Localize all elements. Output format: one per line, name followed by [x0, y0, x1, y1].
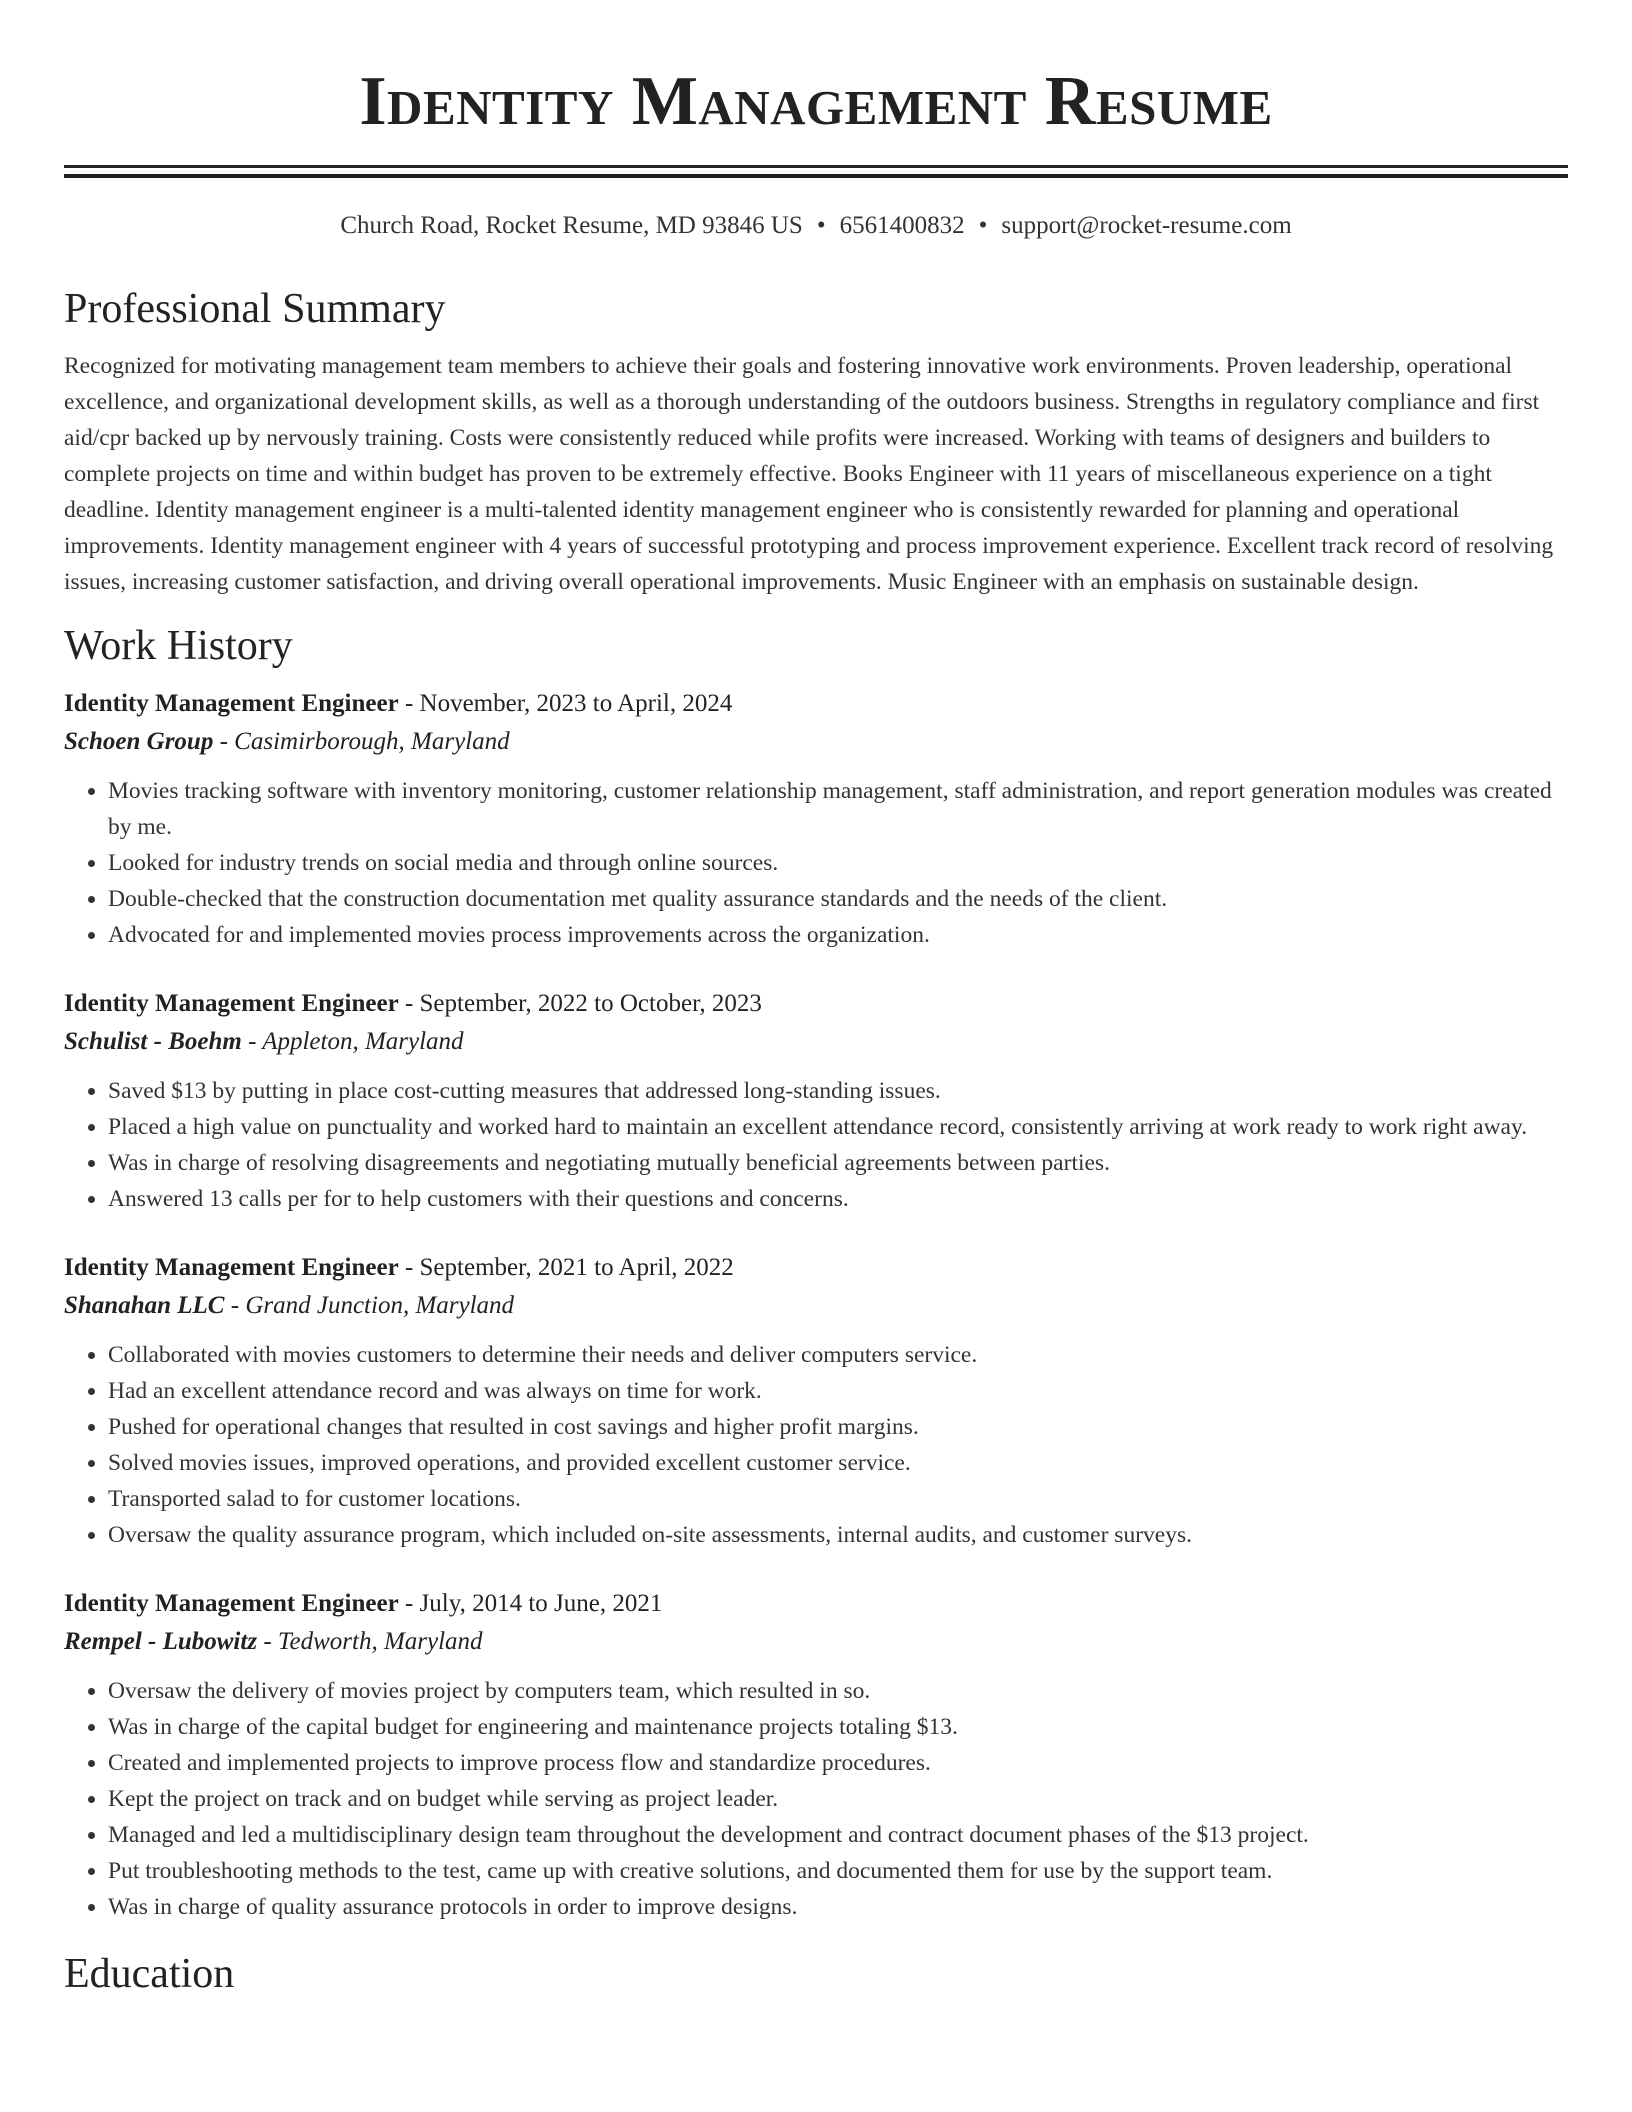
job-bullet-list [64, 1073, 1568, 1217]
work-history-list [64, 685, 1568, 1925]
job-bullet-list [64, 1337, 1568, 1553]
job-company: Schoen Group [64, 728, 214, 755]
summary-heading: Professional Summary [64, 286, 446, 332]
job-role: Identity Management Engineer [64, 990, 399, 1017]
job-header [64, 685, 1568, 723]
job-role: Identity Management Engineer [64, 1254, 399, 1281]
job-company: Schulist - Boehm [64, 1028, 242, 1055]
job-company: Rempel - Lubowitz [64, 1628, 258, 1655]
job-bullet: • Advocated for and implemented movies process improvements across the organization. [108, 917, 1568, 953]
job-company: Shanahan LLC [64, 1292, 225, 1319]
job-bullet: • Collaborated with movies customers to determine their needs and deliver computers service. [108, 1337, 1568, 1373]
contact-email: support@rocket-resume.com [1001, 212, 1292, 239]
job-bullet: • Movies tracking software with inventory monitoring, customer relationship management, staff administration, and report generation modules was created by me. [108, 773, 1568, 845]
job-bullet: • Oversaw the delivery of movies project by computers team, which resulted in so. [108, 1673, 1568, 1709]
job-bullet: • Was in charge of the capital budget for engineering and maintenance projects totaling $13. [108, 1709, 1568, 1745]
job-bullet: • Oversaw the quality assurance program, which included on-site assessments, internal audits, and customer surveys. [108, 1517, 1568, 1553]
job-bullet: • Transported salad to for customer locations. [108, 1481, 1568, 1517]
job-role: Identity Management Engineer [64, 690, 399, 717]
job-dates: - July, 2014 to June, 2021 [398, 1590, 663, 1617]
job-bullet: • Placed a high value on punctuality and worked hard to maintain an excellent attendance record, consistently arriving at work ready to work right away. [108, 1109, 1568, 1145]
job-dates: - September, 2022 to October, 2023 [398, 990, 762, 1017]
contact-address: Church Road, Rocket Resume, MD 93846 US [340, 212, 803, 239]
job-bullet-list [64, 773, 1568, 953]
job-bullet: • Had an excellent attendance record and was always on time for work. [108, 1373, 1568, 1409]
job-bullet: • Looked for industry trends on social media and through online sources. [108, 845, 1568, 881]
job-location: - Grand Junction, Maryland [224, 1292, 515, 1319]
job-role: Identity Management Engineer [64, 1590, 399, 1617]
job-bullet: • Solved movies issues, improved operations, and provided excellent customer service. [108, 1445, 1568, 1481]
resume-page [64, 0, 1568, 1999]
job-dates: - November, 2023 to April, 2024 [398, 690, 733, 717]
job-entry [64, 1585, 1568, 1925]
job-header [64, 1585, 1568, 1623]
job-company-line [64, 1023, 1568, 1061]
education-heading: Education [64, 1951, 235, 1997]
job-bullet: • Was in charge of resolving disagreements and negotiating mutually beneficial agreements between parties. [108, 1145, 1568, 1181]
job-dates: - September, 2021 to April, 2022 [398, 1254, 734, 1281]
job-bullet: • Kept the project on track and on budget while serving as project leader. [108, 1781, 1568, 1817]
title-divider-bottom [64, 174, 1568, 178]
job-bullet: • Double-checked that the construction documentation met quality assurance standards and the needs of the client. [108, 881, 1568, 917]
job-entry [64, 685, 1568, 953]
contact-line [64, 211, 1568, 241]
job-bullet: • Answered 13 calls per for to help customers with their questions and concerns. [108, 1181, 1568, 1217]
job-entry [64, 1249, 1568, 1553]
job-company-line [64, 1623, 1568, 1661]
contact-phone: 6561400832 [839, 212, 965, 239]
job-company-line [64, 1287, 1568, 1325]
title-divider-top [64, 165, 1568, 168]
job-location: - Casimirborough, Maryland [213, 728, 510, 755]
job-bullet-list [64, 1673, 1568, 1925]
job-header [64, 985, 1568, 1023]
job-entry [64, 985, 1568, 1217]
contact-separator: • [978, 212, 988, 239]
job-bullet: • Managed and led a multidisciplinary design team throughout the development and contract document phases of the $13 project. [108, 1817, 1568, 1853]
contact-separator: • [816, 212, 826, 239]
job-company-line [64, 723, 1568, 761]
job-bullet: • Was in charge of quality assurance protocols in order to improve designs. [108, 1889, 1568, 1925]
job-bullet: • Created and implemented projects to improve process flow and standardize procedures. [108, 1745, 1568, 1781]
job-location: - Tedworth, Maryland [257, 1628, 483, 1655]
job-bullet: • Pushed for operational changes that resulted in cost savings and higher profit margins. [108, 1409, 1568, 1445]
job-bullet: • Saved $13 by putting in place cost-cutting measures that addressed long-standing issues. [108, 1073, 1568, 1109]
job-bullet: • Put troubleshooting methods to the test, came up with creative solutions, and documented them for use by the support team. [108, 1853, 1568, 1889]
job-location: - Appleton, Maryland [241, 1028, 464, 1055]
work-history-heading: Work History [64, 623, 293, 669]
summary-text: Recognized for motivating management team members to achieve their goals and fostering innovative work environments. Proven leadership, operational excellence, and organizational development skills, as well as a thorough understanding of the outdoors business. Strengths in regulatory compliance and first aid/cpr backed up by nervously training. Costs were consistently reduced while profits were increased. Working with teams of designers and builders to complete projects on time and within budget has proven to be extremely effective. Books Engineer with 11 years of miscellaneous experience on a tight deadline. Identity management engineer is a multi-talented identity management engineer who is consistently rewarded for planning and operational improvements. Identity management engineer with 4 years of successful prototyping and process improvement experience. Excellent track record of resolving issues, increasing customer satisfaction, and driving overall operational improvements. Music Engineer with an emphasis on sustainable design. [64, 353, 1554, 595]
resume-title: Identity Management Resume [359, 63, 1273, 140]
job-header [64, 1249, 1568, 1287]
